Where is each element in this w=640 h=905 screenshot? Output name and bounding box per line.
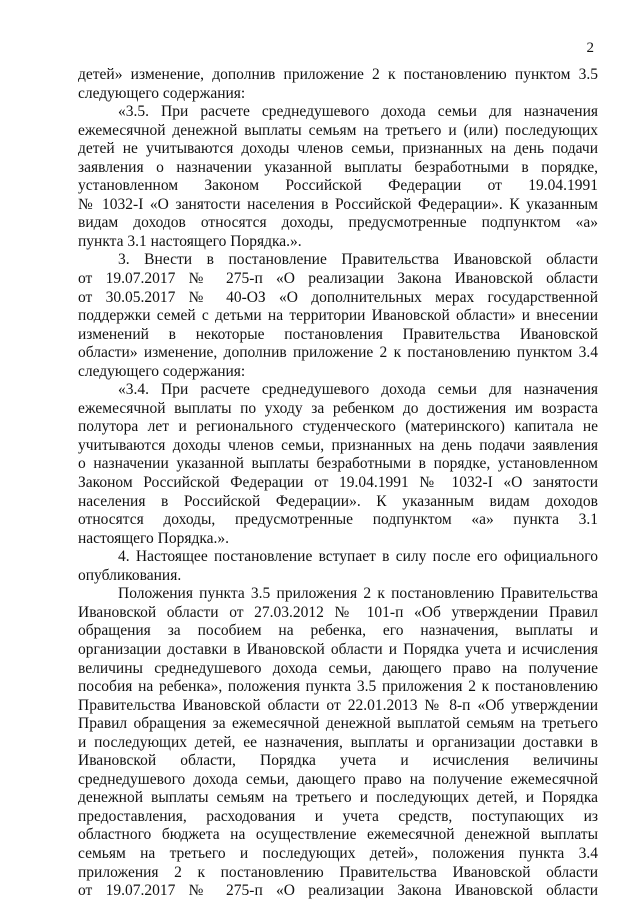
- text-line: величины среднедушевого дохода семьи, дающего право на получение: [78, 659, 598, 677]
- text-line: учитываются доходы членов семьи, признанных на день подачи заявления: [78, 436, 598, 454]
- text-line: области» изменение, дополнив приложение 2 к постановлению пунктом 3.4: [78, 344, 598, 362]
- text-line: заявления о назначении указанной выплаты безработными в порядке,: [78, 158, 598, 176]
- text-line: «3.4. При расчете среднедушевого дохода семьи для назначения: [118, 381, 598, 399]
- text-line: денежной выплаты семьям на третьего и последующих детей, и Порядка: [78, 789, 598, 807]
- text-line: следующего содержания:: [78, 362, 246, 380]
- text-line: приложения 2 к постановлению Правительства Ивановской области: [78, 863, 598, 881]
- page-number: 2: [586, 40, 594, 56]
- text-line: детей не учитываются доходы членов семьи, признанных на день подачи: [78, 140, 598, 158]
- text-line: Правил обращения за ежемесячной денежной выплатой семьям на третьего: [78, 715, 598, 733]
- text-line: Ивановской области от 27.03.2012 № 101-п «Об утверждении Правил: [78, 603, 598, 621]
- text-line: ежемесячной денежной выплаты семьям на третьего и (или) последующих: [78, 121, 598, 139]
- text-line: предоставления, расходования и учета средств, поступающих из: [78, 807, 598, 825]
- text-line: ежемесячной выплаты по уходу за ребенком до достижения им возраста: [78, 399, 598, 417]
- text-line: Законом Российской Федерации от 19.04.1991 № 1032-I «О занятости: [78, 474, 598, 492]
- text-line: населения в Российской Федерации». К указанным видам доходов: [78, 492, 598, 510]
- document-body: [78, 66, 598, 901]
- text-line: детей» изменение, дополнив приложение 2 к постановлению пунктом 3.5: [78, 66, 598, 83]
- text-line: установленном Законом Российской Федерации от 19.04.1991: [78, 177, 598, 195]
- text-line: и последующих детей, ее назначения, выплаты и организации доставки в: [78, 733, 598, 751]
- text-line: пособия на ребенка», положения пункта 3.5 приложения 2 к постановлению: [78, 678, 598, 696]
- text-line: пункта 3.1 настоящего Порядка.».: [78, 232, 302, 250]
- text-line: Положения пункта 3.5 приложения 2 к постановлению Правительства: [118, 585, 598, 603]
- text-line: областного бюджета на осуществление ежемесячной денежной выплаты: [78, 826, 598, 844]
- text-line: 3. Внести в постановление Правительства Ивановской области: [118, 251, 598, 269]
- text-line: семьям на третьего и последующих детей», положения пункта 3.4: [78, 844, 598, 862]
- text-line: от 19.07.2017 № 275-п «О реализации Закона Ивановской области: [78, 882, 598, 900]
- text-line: среднедушевого дохода семьи, дающего право на получение ежемесячной: [78, 770, 598, 788]
- text-line: от 19.07.2017 № 275-п «О реализации Закона Ивановской области: [78, 270, 598, 288]
- text-line: организации доставки в Ивановской области и Порядка учета и исчисления: [78, 640, 598, 658]
- text-line: Ивановской области, Порядка учета и исчисления величины: [78, 752, 598, 770]
- text-line: 4. Настоящее постановление вступает в силу после его официального: [118, 548, 598, 566]
- text-line: № 1032-I «О занятости населения в Российской Федерации». К указанным: [78, 195, 598, 213]
- text-line: следующего содержания:: [78, 84, 246, 102]
- text-line: изменений в некоторые постановления Правительства Ивановской: [78, 325, 598, 343]
- text-line: от 30.05.2017 № 40-ОЗ «О дополнительных мерах государственной: [78, 288, 598, 306]
- text-line: о назначении указанной выплаты безработными в порядке, установленном: [78, 455, 598, 473]
- text-line: обращения за пособием на ребенка, его назначения, выплаты и: [78, 622, 598, 640]
- text-line: полутора лет и регионального студенческого (материнского) капитала не: [78, 418, 598, 436]
- text-line: видам доходов относятся доходы, предусмотренные подпунктом «а»: [78, 214, 598, 232]
- text-line: относятся доходы, предусмотренные подпунктом «а» пункта 3.1: [78, 511, 598, 529]
- text-line: «3.5. При расчете среднедушевого дохода семьи для назначения: [118, 103, 598, 121]
- text-line: Правительства Ивановской области от 22.01.2013 № 8-п «Об утверждении: [78, 696, 598, 714]
- text-line: настоящего Порядка.».: [78, 529, 230, 547]
- text-line: опубликования.: [78, 566, 182, 584]
- text-line: поддержки семей с детьми на территории Ивановской области» и внесении: [78, 307, 598, 325]
